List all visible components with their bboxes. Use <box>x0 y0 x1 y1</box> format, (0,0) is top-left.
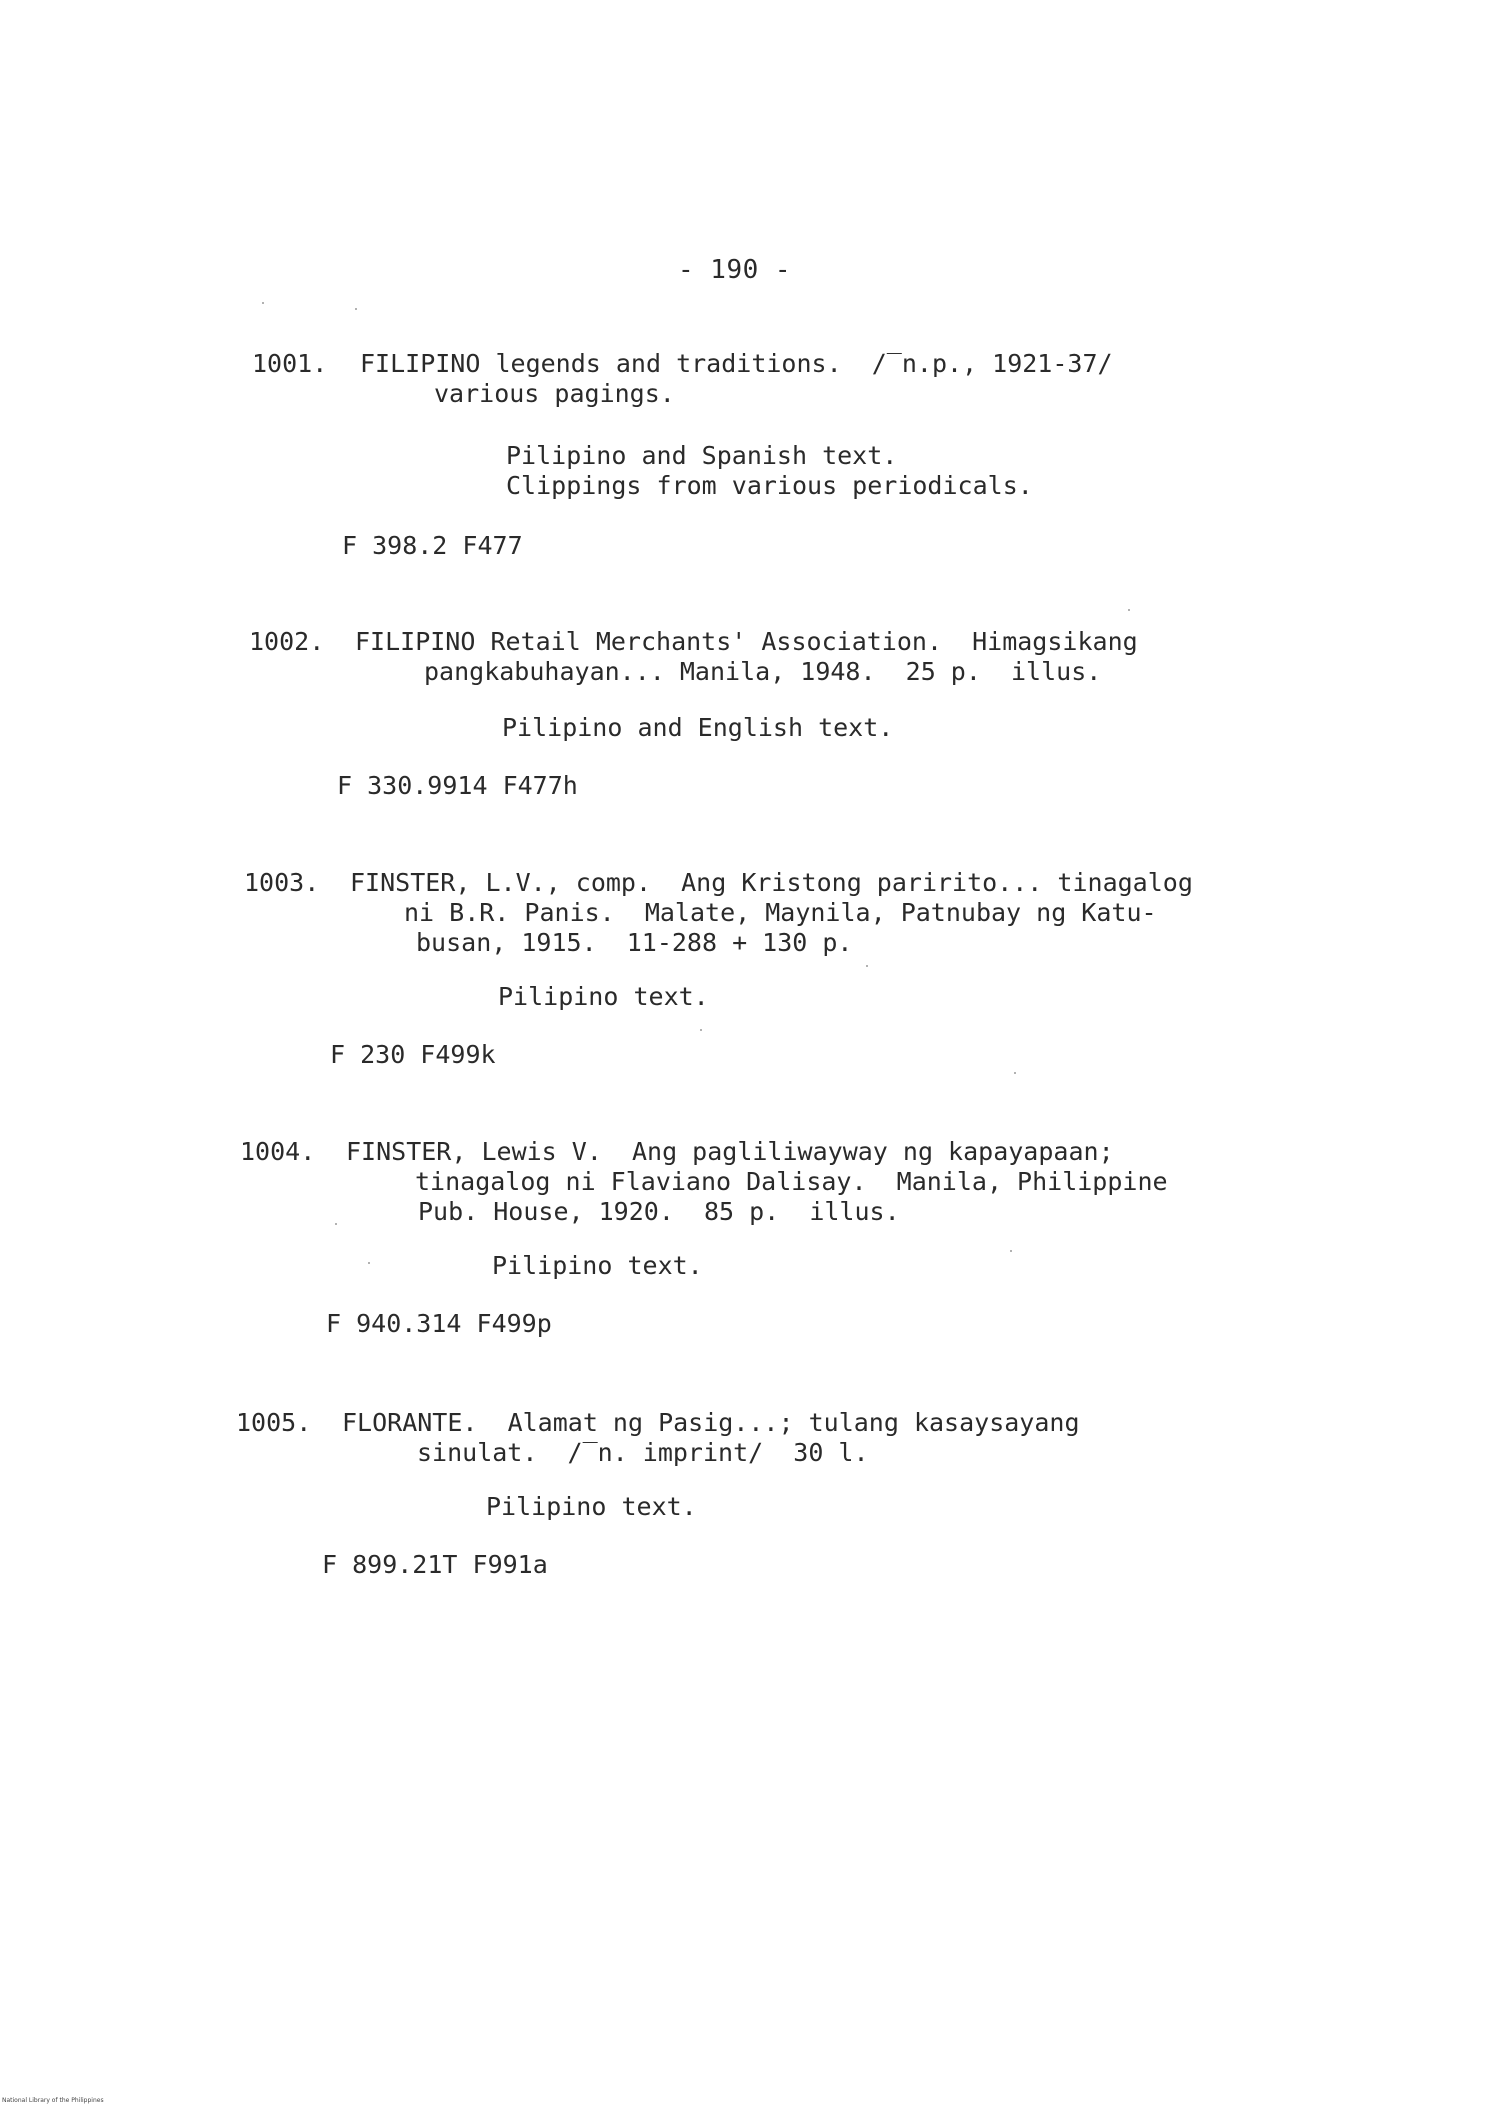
entry-line <box>240 1197 1260 1227</box>
entry-heading: FILIPINO legends and traditions. ∕‾n.p., 1921-37∕ <box>360 349 1113 378</box>
entry-note: Pilipino text. <box>498 982 709 1011</box>
entry-continuation: various pagings. <box>434 379 675 408</box>
entry-line <box>249 657 1249 687</box>
entry-line <box>252 349 1252 379</box>
scan-speck <box>355 308 357 310</box>
entry-heading: FILIPINO Retail Merchants' Association. Himagsikang <box>355 627 1138 656</box>
entry-note: Pilipino and English text. <box>502 713 894 742</box>
catalog-entry-1005 <box>236 1408 1236 1588</box>
entry-line <box>244 928 1264 958</box>
entry-number: 1002. <box>249 627 325 656</box>
scan-speck <box>1014 1072 1016 1074</box>
entry-line <box>236 1438 1236 1468</box>
entry-number: 1003. <box>244 868 320 897</box>
entry-continuation: Pub. House, 1920. 85 p. illus. <box>418 1197 900 1226</box>
scan-speck <box>1128 609 1130 611</box>
scan-speck <box>368 1262 370 1264</box>
call-number: F 899.21T F991a <box>322 1550 548 1579</box>
catalog-entry-1002 <box>249 627 1249 807</box>
entry-number: 1005. <box>236 1408 312 1437</box>
entry-note: Pilipino text. <box>492 1251 703 1280</box>
entry-heading: FINSTER, Lewis V. Ang pagliliwayway ng kapayapaan; <box>346 1137 1114 1166</box>
entry-line <box>244 868 1264 898</box>
entry-continuation: sinulat. ∕‾n. imprint∕ 30 l. <box>417 1438 869 1467</box>
page-number: - 190 - <box>678 255 792 285</box>
footer-credit: National Library of the Philippines <box>2 2097 104 2104</box>
entry-number: 1004. <box>240 1137 316 1166</box>
entry-line <box>249 627 1249 657</box>
scan-speck <box>1010 1250 1012 1252</box>
entry-continuation: pangkabuhayan... Manila, 1948. 25 p. illus. <box>424 657 1102 686</box>
scan-speck <box>262 302 264 304</box>
scan-speck <box>866 965 868 967</box>
catalog-entry-1004 <box>240 1137 1260 1347</box>
entry-number: 1001. <box>252 349 328 378</box>
entry-heading: FINSTER, L.V., comp. Ang Kristong paririto... tinagalog <box>350 868 1193 897</box>
entry-line <box>240 1137 1260 1167</box>
entry-line <box>252 379 1252 409</box>
entry-continuation: tinagalog ni Flaviano Dalisay. Manila, Philippine <box>415 1167 1168 1196</box>
scan-speck <box>700 1029 702 1031</box>
entry-continuation: ni B.R. Panis. Malate, Maynila, Patnubay ng Katu- <box>404 898 1157 927</box>
call-number: F 940.314 F499p <box>326 1309 552 1338</box>
call-number: F 398.2 F477 <box>342 531 523 560</box>
catalog-entry-1001 <box>252 349 1252 569</box>
entry-note: Pilipino and Spanish text. <box>506 441 898 470</box>
call-number: F 230 F499k <box>330 1040 496 1069</box>
entry-line <box>236 1408 1236 1438</box>
call-number: F 330.9914 F477h <box>337 771 578 800</box>
entry-line <box>240 1167 1260 1197</box>
catalog-entry-1003 <box>244 868 1264 1078</box>
entry-heading: FLORANTE. Alamat ng Pasig...; tulang kasaysayang <box>342 1408 1080 1437</box>
entry-note: Pilipino text. <box>486 1492 697 1521</box>
entry-continuation: busan, 1915. 11-288 + 130 p. <box>416 928 853 957</box>
scan-speck <box>335 1223 337 1225</box>
entry-line <box>244 898 1264 928</box>
entry-note: Clippings from various periodicals. <box>506 471 1033 500</box>
